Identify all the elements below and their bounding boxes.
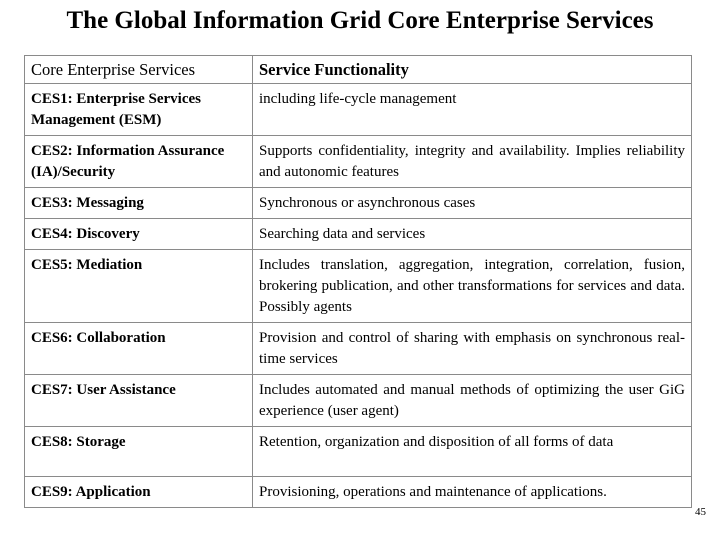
service-functionality: Retention, organization and disposition of all forms of data xyxy=(253,427,692,477)
services-table xyxy=(24,55,692,508)
column-header-services: Core Enterprise Services xyxy=(25,56,253,84)
table-row xyxy=(25,427,692,477)
service-name: CES5: Mediation xyxy=(25,250,253,323)
service-name: CES1: Enterprise Services Management (ESM) xyxy=(25,84,253,136)
table-row xyxy=(25,323,692,375)
service-name: CES3: Messaging xyxy=(25,188,253,219)
column-header-functionality: Service Functionality xyxy=(253,56,692,84)
service-name: CES6: Collaboration xyxy=(25,323,253,375)
table-row xyxy=(25,136,692,188)
service-functionality: Searching data and services xyxy=(253,219,692,250)
service-functionality: Synchronous or asynchronous cases xyxy=(253,188,692,219)
table-row xyxy=(25,250,692,323)
table-row xyxy=(25,477,692,508)
table-row xyxy=(25,219,692,250)
table-row xyxy=(25,84,692,136)
table-header-row xyxy=(25,56,692,84)
service-functionality: Supports confidentiality, integrity and availability. Implies reliability and autonomic features xyxy=(253,136,692,188)
slide-title: The Global Information Grid Core Enterprise Services xyxy=(66,7,654,34)
service-functionality: Includes automated and manual methods of optimizing the user GiG experience (user agent) xyxy=(253,375,692,427)
service-functionality: including life-cycle management xyxy=(253,84,692,136)
page-number: 45 xyxy=(695,506,706,518)
service-name: CES2: Information Assurance (IA)/Security xyxy=(25,136,253,188)
service-name: CES8: Storage xyxy=(25,427,253,477)
service-name: CES4: Discovery xyxy=(25,219,253,250)
table-row xyxy=(25,375,692,427)
table-row xyxy=(25,188,692,219)
service-functionality: Includes translation, aggregation, integration, correlation, fusion, brokering publication, and other transformations for services and data. Possibly agents xyxy=(253,250,692,323)
service-functionality: Provisioning, operations and maintenance of applications. xyxy=(253,477,692,508)
service-name: CES9: Application xyxy=(25,477,253,508)
service-name: CES7: User Assistance xyxy=(25,375,253,427)
service-functionality: Provision and control of sharing with emphasis on synchronous real-time services xyxy=(253,323,692,375)
